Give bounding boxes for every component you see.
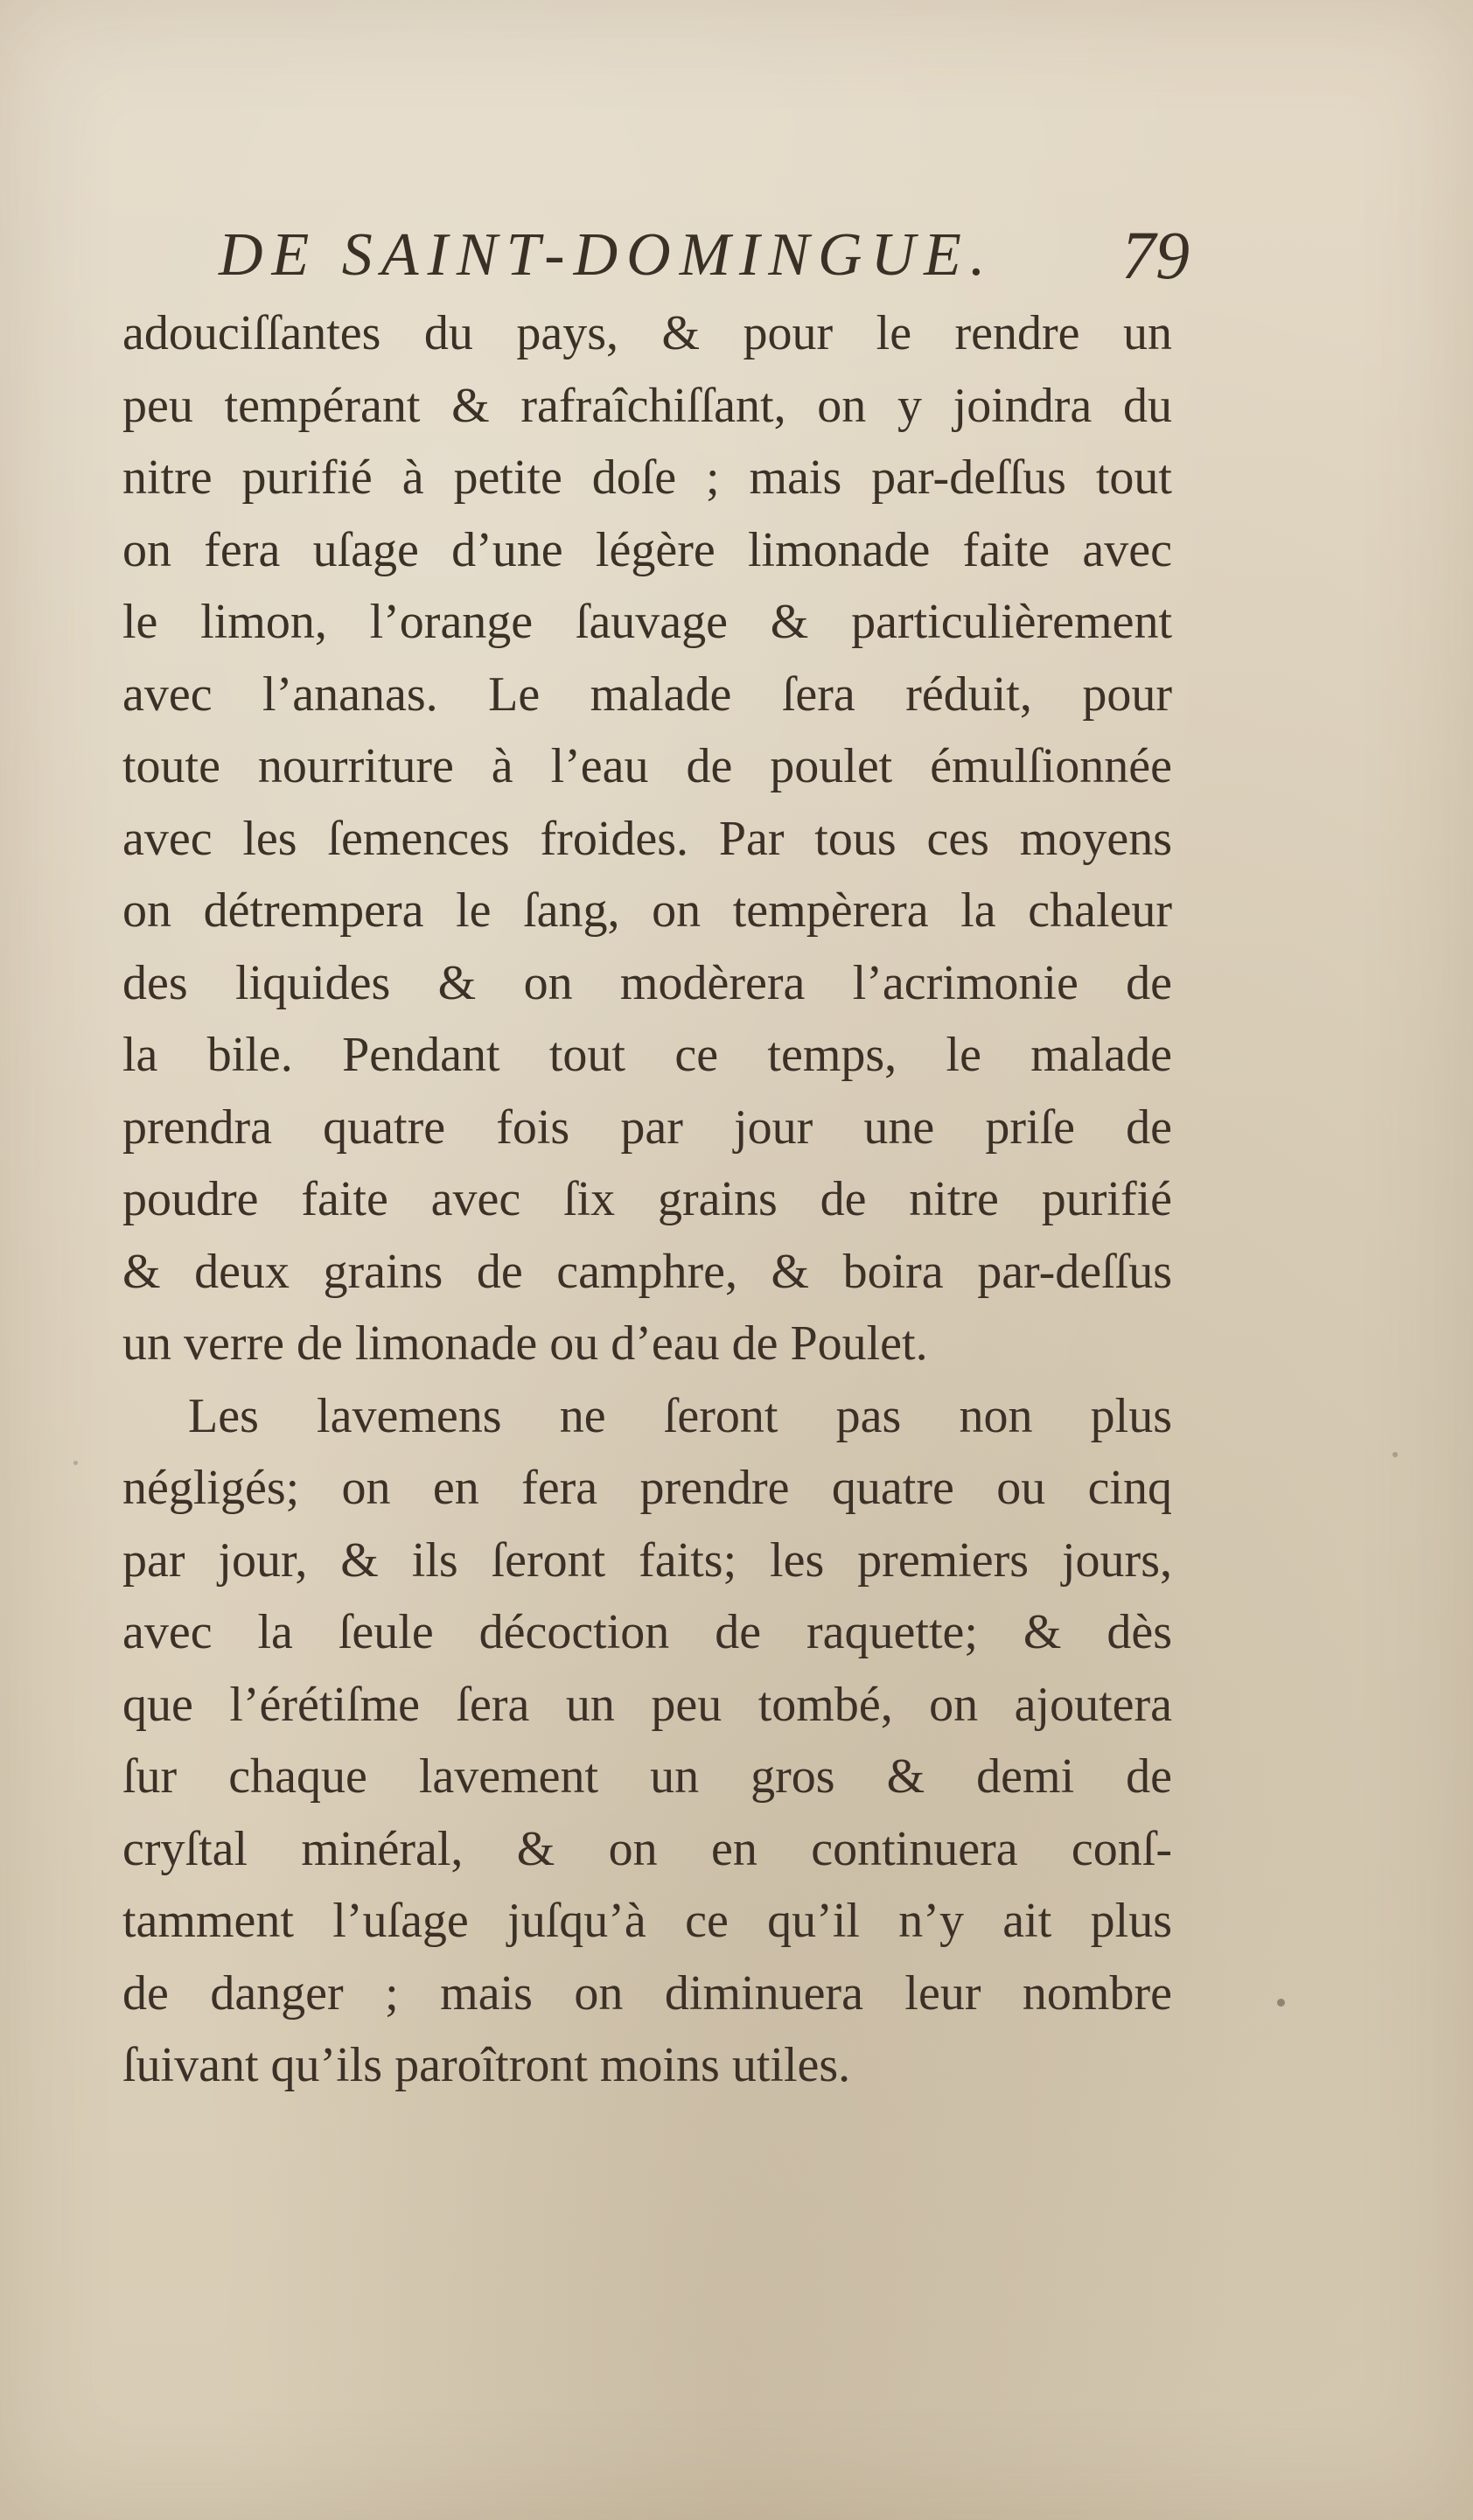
text-line: poudre faite avec ſix grains de nitre purifié <box>122 1172 1172 1226</box>
text-line: que l’érétiſme ſera un peu tombé, on ajoutera <box>122 1677 1172 1732</box>
text-line: de danger ; mais on diminuera leur nombre <box>122 1965 1172 2021</box>
text-line: ſur chaque lavement un gros & demi de <box>122 1749 1172 1804</box>
page-number: 79 <box>1121 217 1190 293</box>
paragraph-2 <box>122 1380 1172 2102</box>
text-line: avec l’ananas. Le malade ſera réduit, pour <box>122 667 1172 722</box>
text-line: le limon, l’orange ſauvage & particulièrement <box>122 595 1172 649</box>
text-line: avec la ſeule décoction de raquette; & dès <box>122 1605 1172 1659</box>
text-line: prendra quatre fois par jour une priſe de <box>122 1099 1172 1155</box>
text-line: on détrempera le ſang, on tempèrera la chaleur <box>122 883 1172 938</box>
text-line: la bile. Pendant tout ce temps, le malade <box>122 1028 1172 1082</box>
ink-speck <box>1393 1452 1398 1457</box>
text-line: adouciſſantes du pays, & pour le rendre un <box>122 306 1172 360</box>
text-line: peu tempérant & rafraîchiſſant, on y joindra du <box>122 378 1172 433</box>
ink-speck <box>1277 1999 1285 2007</box>
body-text <box>122 297 1172 2102</box>
text-line: nitre purifié à petite doſe ; mais par-deſſus tout <box>122 450 1172 505</box>
paragraph-1 <box>122 297 1172 1380</box>
text-line: ſuivant qu’ils paroîtront moins utiles. <box>122 2038 851 2092</box>
text-line: tamment l’uſage juſqu’à ce qu’il n’y ait plus <box>122 1894 1172 1948</box>
text-line: des liquides & on modèrera l’acrimonie de <box>122 955 1172 1010</box>
text-line: Les lavemens ne ſeront pas non plus <box>188 1388 1172 1443</box>
text-line: toute nourriture à l’eau de poulet émulſionnée <box>122 739 1172 793</box>
text-line: négligés; on en fera prendre quatre ou cinq <box>122 1461 1172 1515</box>
text-line: un verre de limonade ou d’eau de Poulet. <box>122 1316 928 1371</box>
text-line: cryſtal minéral, & on en continuera conſ- <box>122 1821 1172 1876</box>
text-line: avec les ſemences froides. Par tous ces moyens <box>122 811 1172 866</box>
text-line: on fera uſage d’une légère limonade faite avec <box>122 522 1172 577</box>
ink-speck <box>73 1461 78 1465</box>
running-head <box>219 212 1190 299</box>
text-line: par jour, & ils ſeront faits; les premiers jours, <box>122 1532 1172 1588</box>
running-head-title: DE SAINT-DOMINGUE. <box>219 221 995 289</box>
text-line: & deux grains de camphre, & boira par-deſſus <box>122 1244 1172 1299</box>
